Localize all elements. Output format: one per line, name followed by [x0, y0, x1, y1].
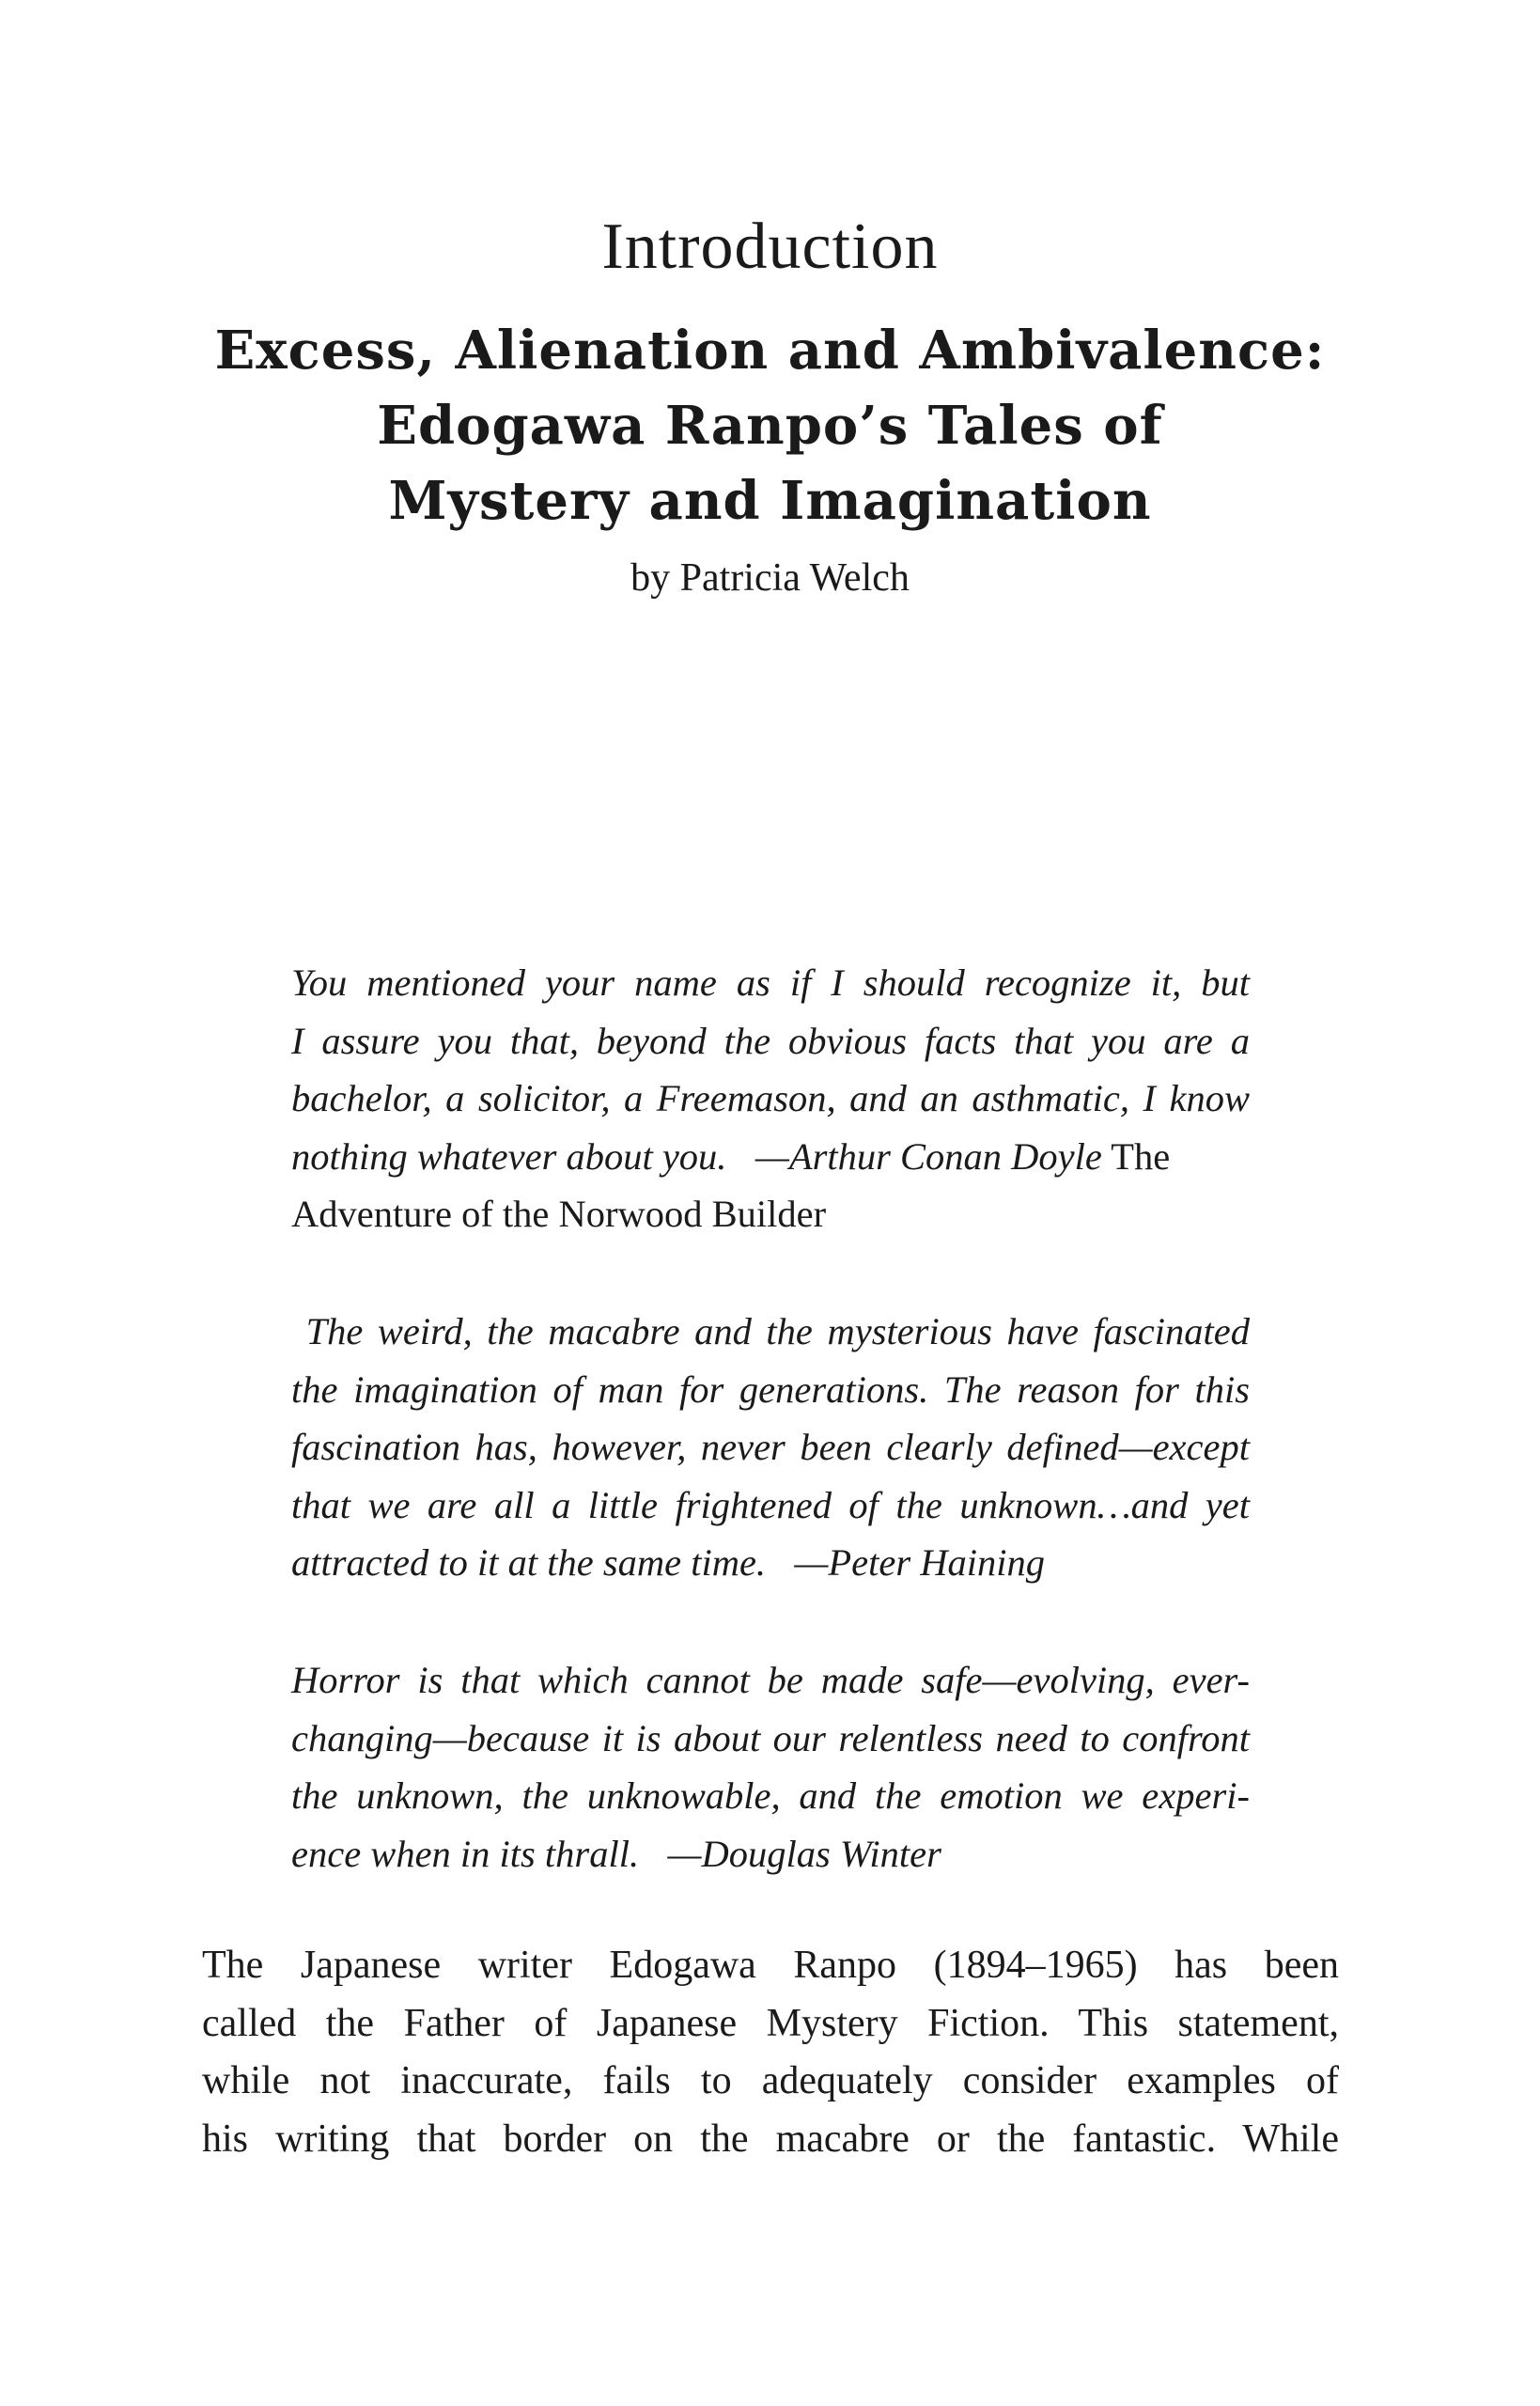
chapter-title-line: Mystery and Imagination: [388, 470, 1152, 532]
epigraph-quote-end: ence when in its thrall.: [291, 1832, 640, 1875]
epigraph-line: You mentioned your name as if I should recognize it, but: [291, 961, 1250, 1004]
epigraph-line: [291, 1534, 1250, 1592]
epigraph-winter: [291, 1651, 1250, 1883]
chapter-title-line: Excess, Alienation and Ambivalence:: [214, 320, 1326, 382]
epigraph-quote-end: nothing whatever about you.: [291, 1134, 727, 1178]
epigraph-attribution: —Arthur Conan Doyle: [754, 1134, 1102, 1178]
epigraph-line: the unknown, the unknowable, and the emotion we experi-: [291, 1774, 1250, 1817]
epigraph-line: bachelor, a solicitor, a Freemason, and an asthmatic, I know: [291, 1077, 1250, 1119]
chapter-heading: Introduction: [601, 211, 939, 283]
epigraph-attribution: —Peter Haining: [794, 1541, 1046, 1584]
body-line: his writing that border on the macabre or the fantastic. While: [202, 2117, 1339, 2161]
body-line: The Japanese writer Edogawa Ranpo (1894–1965) has been: [202, 1944, 1339, 1987]
epigraph-line: Horror is that which cannot be made safe—evolving, ever-: [291, 1659, 1250, 1701]
chapter-title: [0, 313, 1540, 539]
epigraph-work-title: Adventure of the Norwood Builder: [291, 1193, 827, 1235]
epigraph-line: The weird, the macabre and the mysterious have fascinated: [291, 1310, 1250, 1352]
body-line: while not inaccurate, fails to adequately consider examples of: [202, 2059, 1339, 2102]
epigraph-line: [291, 1825, 1250, 1883]
epigraph-haining: [291, 1303, 1250, 1592]
chapter-title-line: Edogawa Ranpo’s Tales of: [377, 395, 1163, 457]
epigraph-work-title: The: [1111, 1134, 1171, 1178]
epigraph-line: [291, 1128, 1250, 1186]
epigraph-attribution: —Douglas Winter: [667, 1832, 941, 1875]
epigraph-line: I assure you that, beyond the obvious facts that you are a: [291, 1019, 1250, 1062]
body-paragraph: [202, 1937, 1339, 2168]
epigraph-line: fascination has, however, never been clearly defined—except: [291, 1426, 1250, 1468]
epigraph-line: the imagination of man for generations. The reason for this: [291, 1367, 1250, 1411]
epigraph-doyle: [291, 954, 1250, 1243]
body-line: called the Father of Japanese Mystery Fiction. This statement,: [202, 2001, 1339, 2045]
epigraph-line: changing—because it is about our relentless need to confront: [291, 1716, 1250, 1759]
epigraph-line: that we are all a little frightened of the unknown…and yet: [291, 1483, 1250, 1526]
author-byline: by Patricia Welch: [630, 556, 910, 600]
epigraph-quote-end: attracted to it at the same time.: [291, 1541, 767, 1584]
